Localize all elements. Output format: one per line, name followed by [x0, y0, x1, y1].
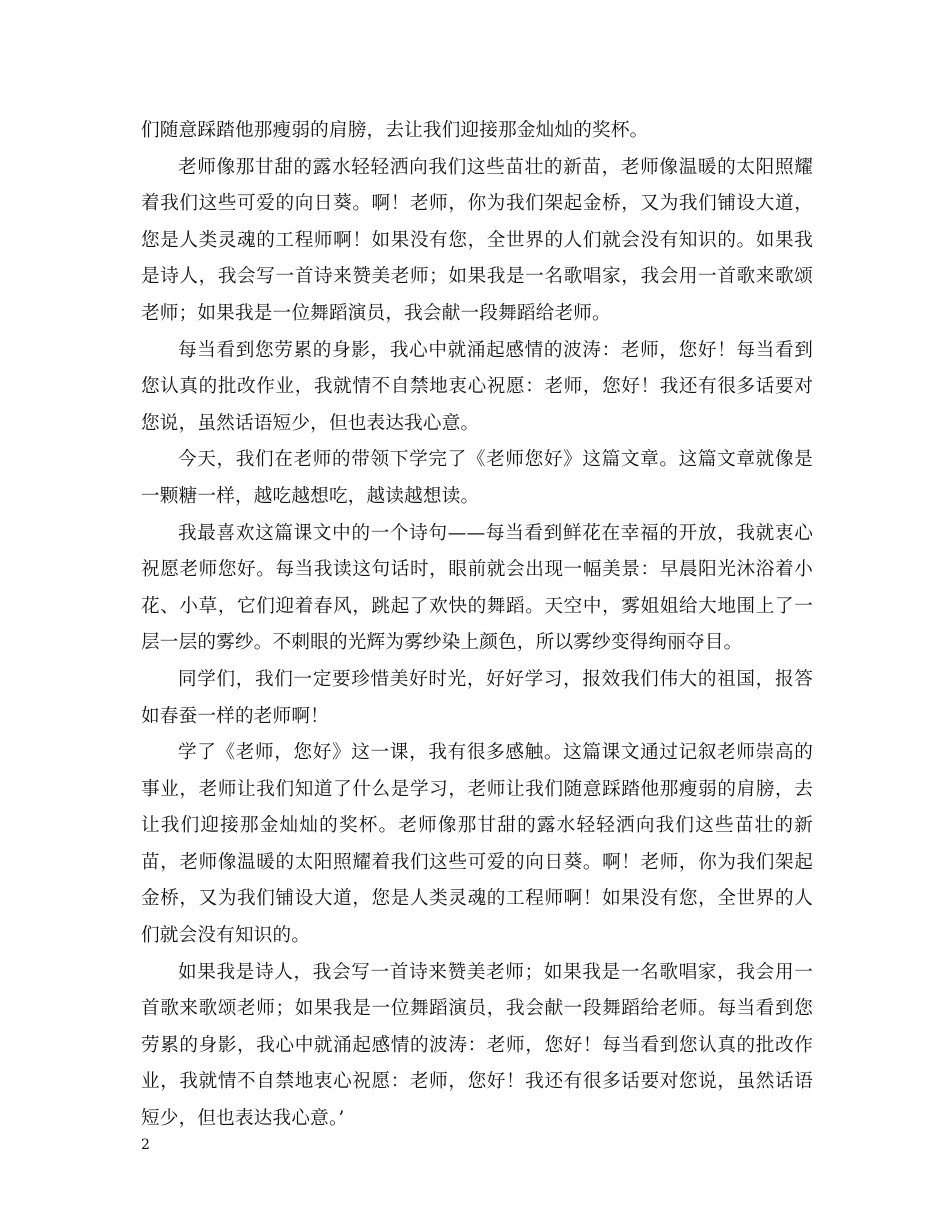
body-text: [141, 113, 813, 1138]
paragraph-1: 们随意踩踏他那瘦弱的肩膀，去让我们迎接那金灿灿的奖杯。: [141, 120, 649, 141]
paragraph-5: 我最喜欢这篇课文中的一个诗句——每当看到鲜花在幸福的开放，我就衷心祝愿老师您好。每当我读这句话时，眼前就会出现一幅美景：早晨阳光沐浴着小花、小草，它们迎着春风，跳起了欢快的舞蹈。天空中，雾姐姐给大地围上了一层一层的雾纱。不刺眼的光辉为雾纱染上颜色，所以雾纱变得绚丽夺目。: [141, 522, 813, 654]
paragraph-3: 每当看到您劳累的身影，我心中就涌起感情的波涛：老师，您好！每当看到您认真的批改作业，我就情不自禁地衷心祝愿：老师，您好！我还有很多话要对您说，虽然话语短少，但也表达我心意。: [141, 339, 813, 434]
paragraph-6: 同学们，我们一定要珍惜美好时光，好好学习，报效我们伟大的祖国，报答如春蚕一样的老师啊！: [141, 668, 813, 727]
page-number: 2: [141, 1137, 150, 1153]
paragraph-4: 今天，我们在老师的带领下学完了《老师您好》这篇文章。这篇文章就像是一颗糖一样，越吃越想吃，越读越想读。: [141, 449, 813, 507]
paragraph-7: 学了《老师，您好》这一课，我有很多感触。这篇课文通过记叙老师崇高的事业，老师让我们知道了什么是学习，老师让我们随意踩踏他那瘦弱的肩膀，去让我们迎接那金灿灿的奖杯。老师像那甘甜的露水轻轻洒向我们这些苗壮的新苗，老师像温暖的太阳照耀着我们这些可爱的向日葵。啊！老师，你为我们架起金桥，又为我们铺设大道，您是人类灵魂的工程师啊！如果没有您，全世界的人们就会没有知识的。: [141, 742, 813, 947]
paragraph-2: 老师像那甘甜的露水轻轻洒向我们这些苗壮的新苗，老师像温暖的太阳照耀着我们这些可爱的向日葵。啊！老师，你为我们架起金桥，又为我们铺设大道，您是人类灵魂的工程师啊！如果没有您，全世界的人们就会没有知识的。如果我是诗人，我会写一首诗来赞美老师；如果我是一名歌唱家，我会用一首歌来歌颂老师；如果我是一位舞蹈演员，我会献一段舞蹈给老师。: [141, 156, 813, 324]
paragraph-8: 如果我是诗人，我会写一首诗来赞美老师；如果我是一名歌唱家，我会用一首歌来歌颂老师；如果我是一位舞蹈演员，我会献一段舞蹈给老师。每当看到您劳累的身影，我心中就涌起感情的波涛：老师，您好！每当看到您认真的批改作业，我就情不自禁地衷心祝愿：老师，您好！我还有很多话要对您说，虽然话语短少，但也表达我心意。’: [141, 961, 813, 1130]
